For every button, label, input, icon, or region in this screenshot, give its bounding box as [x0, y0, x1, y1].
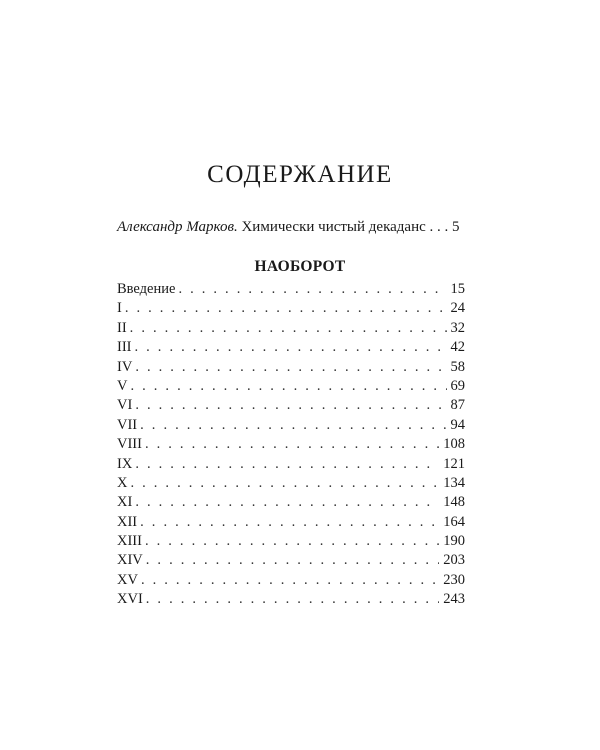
toc-entry	[117, 591, 465, 610]
dot-leader	[130, 320, 447, 337]
toc-entry-page: 42	[450, 339, 465, 356]
toc-entry	[117, 320, 465, 339]
toc-entry	[117, 514, 465, 533]
dot-leader	[140, 417, 446, 434]
intro-author: Александр Марков.	[117, 219, 238, 235]
dot-leader	[146, 552, 439, 569]
toc-entry-label: X	[117, 474, 128, 491]
toc-entry	[117, 475, 465, 494]
toc-entry-page: 58	[450, 358, 465, 375]
dot-leader	[135, 339, 447, 356]
toc-entry	[117, 533, 465, 552]
toc-entry-label: II	[117, 319, 127, 336]
toc-entry-page: 94	[450, 416, 465, 433]
toc-entry-page: 203	[443, 552, 465, 569]
dot-leader	[135, 359, 446, 376]
toc-entry	[117, 281, 465, 300]
page-title: СОДЕРЖАНИЕ	[207, 160, 393, 188]
toc-entry-page: 108	[443, 436, 465, 453]
dot-leader	[135, 397, 446, 414]
toc-entry-label: IV	[117, 358, 133, 375]
toc-entry-page: 164	[443, 513, 465, 530]
toc-entry-label: XIII	[117, 533, 142, 550]
toc-entry-label: VII	[117, 416, 138, 433]
toc-entry	[117, 397, 465, 416]
toc-entry-page: 243	[443, 591, 465, 608]
toc-entry-label: XVI	[117, 591, 143, 608]
toc-entry-page: 32	[450, 319, 465, 336]
toc-entry-page: 87	[450, 397, 465, 414]
toc-entry-label: V	[117, 377, 128, 394]
dot-leader	[140, 514, 439, 531]
dot-leader	[145, 533, 439, 550]
toc-entry	[117, 359, 465, 378]
toc-entry	[117, 552, 465, 571]
toc-entry-label: Введение	[117, 281, 176, 297]
toc-entry	[117, 339, 465, 358]
dot-leader	[146, 591, 439, 608]
intro-entry	[117, 219, 467, 236]
toc-entry-page: 190	[443, 533, 465, 550]
toc-entry-label: XIV	[117, 552, 143, 569]
dot-leader	[141, 572, 439, 589]
dot-leader	[178, 281, 446, 298]
toc-entry-label: XV	[117, 571, 138, 588]
toc-entry	[117, 494, 465, 513]
dot-leader	[130, 475, 439, 492]
toc-entry-label: I	[117, 300, 122, 317]
toc-entry-label: XII	[117, 513, 138, 530]
dot-leader	[145, 436, 439, 453]
toc-entry	[117, 572, 465, 591]
dot-leader	[130, 378, 446, 395]
toc-list	[117, 281, 465, 611]
toc-entry-page: 148	[443, 494, 465, 511]
toc-entry-page: 121	[443, 455, 465, 472]
toc-entry-label: VI	[117, 397, 133, 414]
toc-entry	[117, 300, 465, 319]
dot-leader	[135, 456, 439, 473]
toc-entry-label: IX	[117, 455, 133, 472]
toc-entry-label: XI	[117, 494, 133, 511]
toc-entry	[117, 417, 465, 436]
dot-leader	[135, 494, 439, 511]
toc-entry	[117, 378, 465, 397]
toc-entry-page: 230	[443, 571, 465, 588]
toc-entry	[117, 456, 465, 475]
dot-leader	[125, 300, 447, 317]
toc-entry	[117, 436, 465, 455]
toc-entry-page: 69	[450, 377, 465, 394]
toc-entry-label: VIII	[117, 436, 142, 453]
toc-entry-page: 134	[443, 474, 465, 491]
toc-entry-page: 15	[450, 281, 465, 297]
toc-entry-label: III	[117, 339, 132, 356]
intro-title-and-page: Химически чистый декаданс . . . 5	[241, 219, 460, 235]
toc-entry-page: 24	[450, 300, 465, 317]
section-heading: НАОБОРОТ	[254, 258, 346, 275]
